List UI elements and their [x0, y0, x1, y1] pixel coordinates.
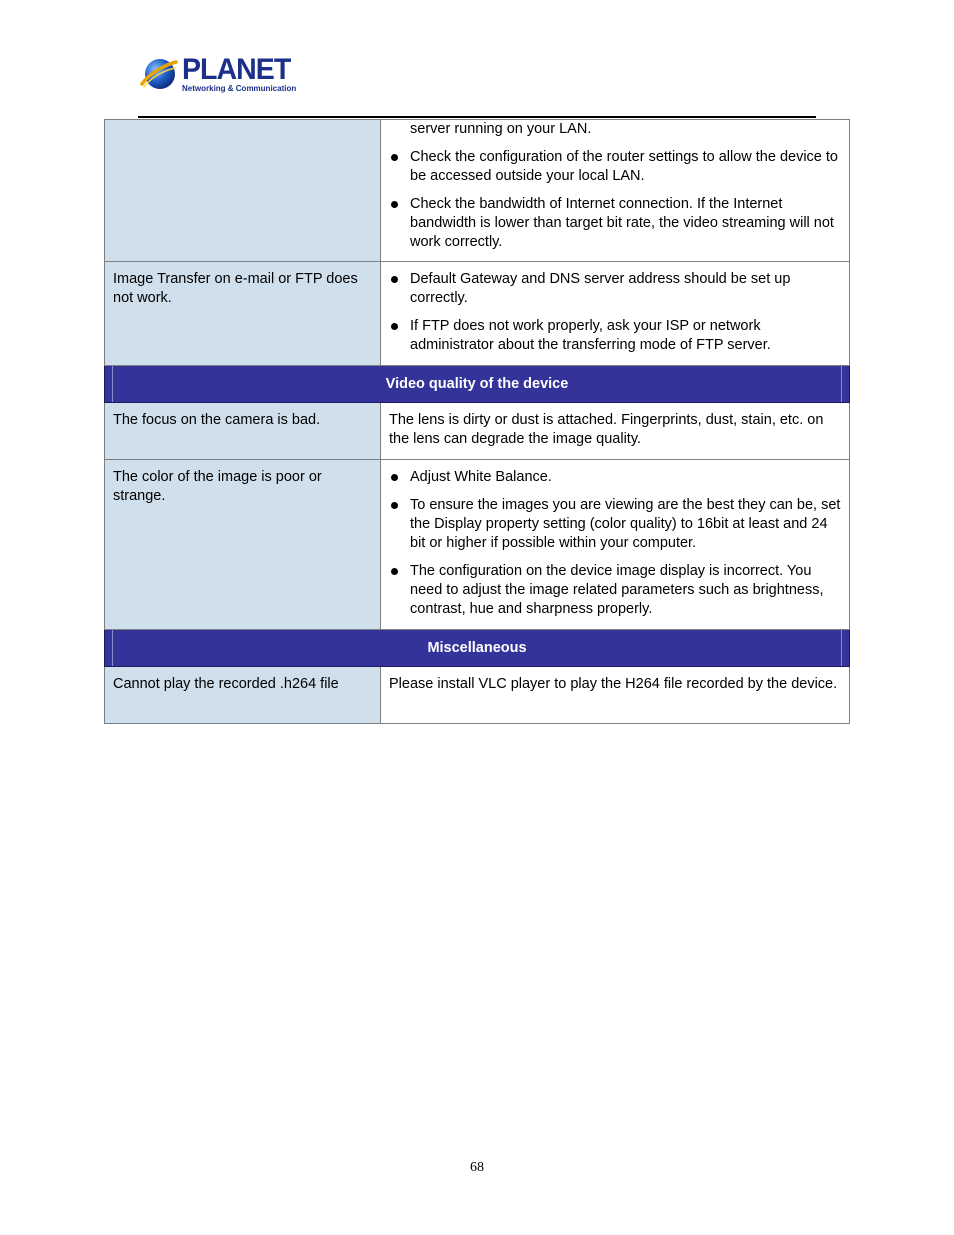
table-row — [105, 460, 850, 630]
table-row — [105, 120, 850, 262]
list-item: Check the configuration of the router settings to allow the device to be accessed outside your local LAN. — [389, 148, 841, 186]
list-item: Default Gateway and DNS server address should be set up correctly. — [389, 270, 841, 308]
globe-icon — [138, 54, 178, 94]
list-item: Adjust White Balance. — [389, 468, 841, 487]
list-item: If FTP does not work properly, ask your ISP or network administrator about the transferring mode of FTP server. — [389, 317, 841, 355]
list-item: Check the bandwidth of Internet connection. If the Internet bandwidth is lower than target bit rate, the video streaming will not work correctly. — [389, 195, 841, 252]
question-cell: The focus on the camera is bad. — [105, 403, 381, 460]
section-header-row — [105, 630, 850, 667]
planet-logo — [138, 54, 296, 94]
list-item: server running on your LAN. — [410, 121, 592, 137]
question-cell: The color of the image is poor or strange. — [105, 460, 381, 630]
section-header — [105, 366, 850, 403]
section-title: Video quality of the device — [112, 366, 842, 402]
answer-cell — [381, 120, 850, 262]
section-header — [105, 630, 850, 667]
answer-cell: The lens is dirty or dust is attached. Fingerprints, dust, stain, etc. on the lens can degrade the image quality. — [381, 403, 850, 460]
header-divider — [138, 116, 816, 118]
page-number: 68 — [470, 1160, 484, 1175]
section-header-row — [105, 366, 850, 403]
list-item: To ensure the images you are viewing are the best they can be, set the Display property setting (color quality) to 16bit at least and 24 bit or higher if possible within your computer. — [389, 496, 841, 553]
troubleshooting-table — [104, 119, 850, 724]
answer-cell — [381, 262, 850, 366]
table-row — [105, 403, 850, 460]
page-header — [138, 54, 818, 120]
section-title: Miscellaneous — [112, 630, 842, 666]
question-cell — [105, 120, 381, 262]
answer-cell: Please install VLC player to play the H264 file recorded by the device. — [381, 667, 850, 724]
table-row — [105, 262, 850, 366]
logo-tagline: Networking & Communication — [182, 84, 297, 93]
question-cell: Cannot play the recorded .h264 file — [105, 667, 381, 724]
question-cell: Image Transfer on e-mail or FTP does not work. — [105, 262, 381, 366]
table-row — [105, 667, 850, 724]
logo-name: PLANET — [182, 53, 291, 86]
answer-cell — [381, 460, 850, 630]
list-item: The configuration on the device image display is incorrect. You need to adjust the image related parameters such as brightness, contrast, hue and sharpness properly. — [389, 562, 841, 619]
